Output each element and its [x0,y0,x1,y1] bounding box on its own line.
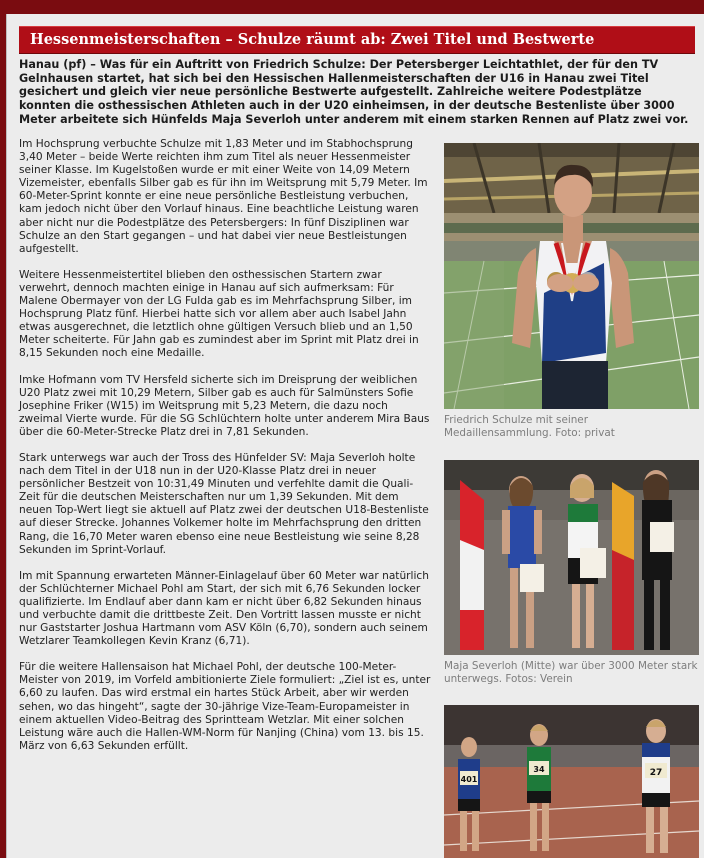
figure-race [444,705,699,858]
figure-schulze [444,143,699,440]
bib-number: 34 [533,765,545,774]
photo-podium [444,460,699,655]
photo-schulze-medals [444,143,699,409]
body-paragraph: Im mit Spannung erwarteten Männer-Einlagelauf über 60 Meter war natürlich der Schlüchterner Michael Pohl am Start, der sich mit 6,76 Sekunden locker qualifizierte. Im Endlauf aber dann kam er nicht über 6,82 Sekunden hinaus und verbuchte damit die drittbeste Zeit. Den Vortritt lassen musste er nicht nur Gaststarter Joshua Hartmann vom ASV Köln (6,70), sondern auch seinem Wetzlarer Teamkollegen Kevin Kranz (6,71). [19,569,429,648]
body-paragraph: Imke Hofmann vom TV Hersfeld sicherte sich im Dreisprung der weiblichen U20 Platz zwei mit 10,29 Metern, Silber gab es auch für Salmünsters Sofie Josephine Friker (W15) im Weitsprung mit 5,23 Metern, die dazu noch zweimal Vierte wurde. Für die SG Schlüchtern holte unter anderem Mira Baus über die 60-Meter-Strecke Platz drei in 7,81 Sekunden. [19,373,430,438]
body-paragraph: Weitere Hessenmeistertitel blieben den osthessischen Startern zwar verwehrt, dennoch machten einige in Hanau auf sich aufmerksam: Für Malene Obermayer von der LG Fulda gab es im Mehrfachsprung Silber, im Hochsprung Platz fünf. Hierbei hatte sich vor allem aber auch Isabel Jahn etwas ausgerechnet, die letztlich ohne gültigen Versuch blieb und an 1,50 Meter scheiterte. Für Jahn gab es zumindest aber im Sprint mit Platz drei in 8,15 Sekunden noch eine Medaille. [19,268,419,360]
body-paragraph: Für die weitere Hallensaison hat Michael Pohl, der deutsche 100-Meter-Meister von 2019, im Vorfeld ambitionierte Ziele formuliert: „Ziel ist es, unter 6,60 zu laufen. Das wird erstmal ein hartes Stück Arbeit, aber wir werden sehen, wo das hingeht“, sagte der 30-jährige Vize-Team-Europameister in einem aktuellen Video-Beitrag des Sprintteam Wetzlar. Mit einer solchen Leistung wäre auch die Hallen-WM-Norm für Nanjing (China) vom 13. bis 15. März von 6,63 Sekunden erfüllt. [19,661,431,752]
photo-caption: Friedrich Schulze mit seiner Medaillensammlung. Foto: privat [444,414,615,440]
article-title: Hessenmeisterschaften – Schulze räumt ab: Zwei Titel und Bestwerte [30,31,595,48]
bib-number: 27 [649,768,663,778]
article-body [19,138,434,766]
body-paragraph: Stark unterwegs war auch der Tross des Hünfelder SV: Maja Severloh holte nach dem Titel in der U18 nun in der U20-Klasse Platz drei in neuer persönlicher Bestzeit von 10:31,49 Minuten und verfehlte damit die Quali-Zeit für die deutschen Meisterschaften nur um 1,39 Sekunden. Mit dem neuen Top-Wert liegt sie aktuell auf Platz zwei der deutschen U18-Bestenliste auf dieser Strecke. Johannes Volkemer holte im Mehrfachsprung den dritten Rang, die 16,70 Meter waren ebenso eine neue Bestleistung wie seine 8,28 Sekunden im Sprint-Vorlauf. [19,451,429,556]
body-paragraph: Im Hochsprung verbuchte Schulze mit 1,83 Meter und im Stabhochsprung 3,40 Meter – beide Werte reichten ihm zum Titel als neuer Hessenmeister seiner Klasse. Im Kugelstoßen wurde er mit einer Weite von 14,09 Metern Vizemeister, ebenfalls Silber gab es für ihn im Weitsprung mit 5,79 Meter. Im 60-Meter-Sprint konnte er eine neue persönliche Bestleistung verbuchen, kam jedoch nicht über den Vorlauf hinaus. Eine beachtliche Leistung waren aber nicht nur die Podestplätze des Petersbergers: In fünf Disziplinen war Schulze an den Start gegangen – und hat dabei vier neue Bestleistungen aufgestellt. [19,138,428,255]
article-page [6,14,704,858]
bib-number: 401 [460,775,478,784]
lead-paragraph: Hanau (pf) – Was für ein Auftritt von Friedrich Schulze: Der Petersberger Leichtathlet, der für den TV Gelnhausen startet, hat sich bei den Hessischen Hallenmeisterschaften der U16 in Hanau zwei Titel gesichert und gleich vier neue persönliche Bestwerte aufgestellt. Zahlreiche weitere Podestplätze konnten die osthessischen Athleten auch in der U20 einheimsen, in der deutsche Bestenliste über 3000 Meter arbeitete sich Hünfelds Maja Severloh unter anderem mit einem starken Rennen auf Platz zwei vor. [19,58,689,126]
article-lead [19,58,695,127]
photo-caption: Maja Severloh (Mitte) war über 3000 Meter stark unterwegs. Fotos: Verein [444,660,698,686]
photo-race [444,705,699,858]
headline-bar [19,26,695,54]
figure-severloh [444,460,699,686]
